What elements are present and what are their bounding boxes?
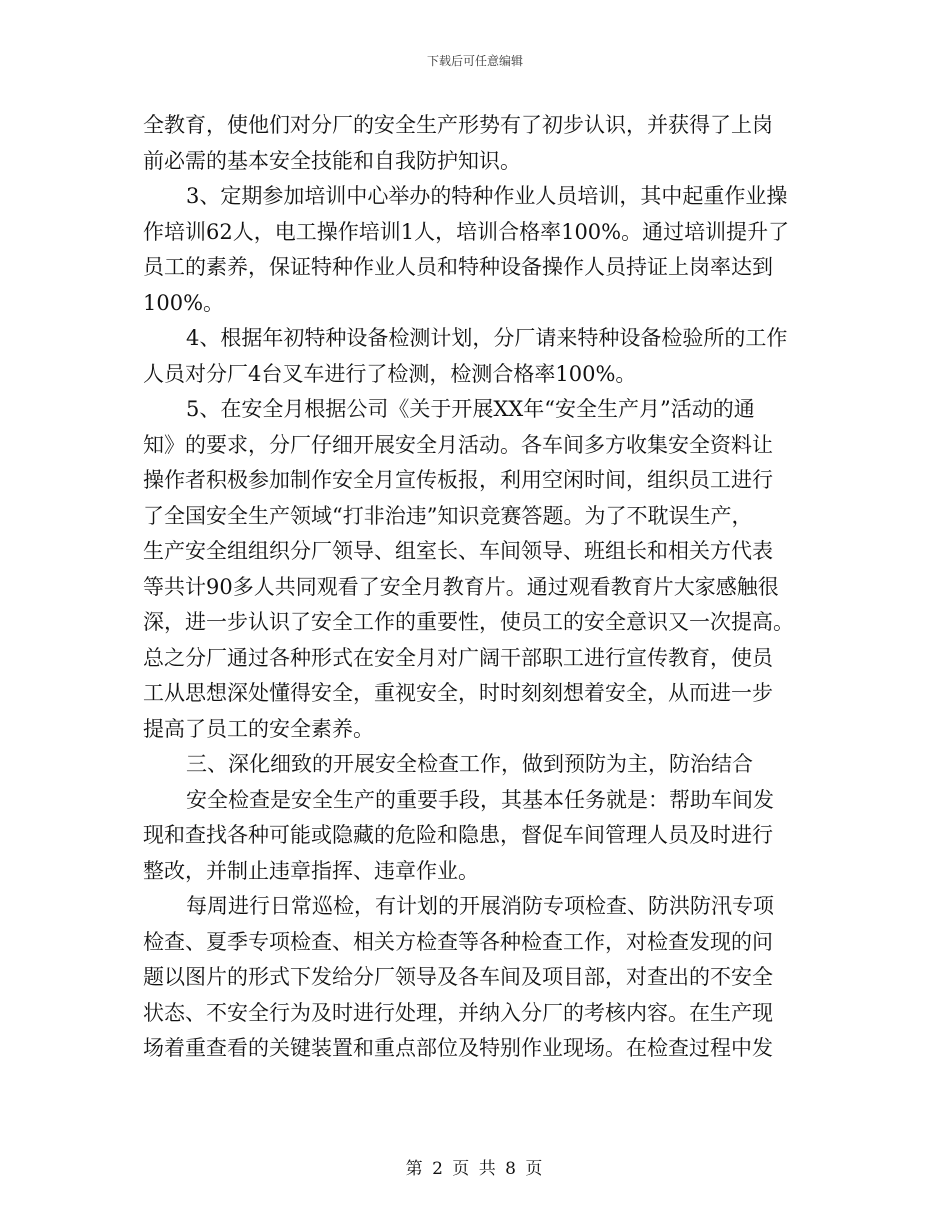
text-line: 5、在安全月根据公司《关于开展XX年“安全生产月”活动的通 xyxy=(186,397,755,421)
text-line: 深，进一步认识了安全工作的重要性，使员工的安全意识又一次提高。 xyxy=(143,610,794,634)
text-line: 4、根据年初特种设备检测计划，分厂请来特种设备检验所的工作 xyxy=(186,326,788,350)
text-line: 等共计90多人共同观看了安全月教育片。通过观看教育片大家感触很 xyxy=(143,574,779,599)
text-line: 工从思想深处懂得安全，重视安全，时时刻刻想着安全，从而进一步 xyxy=(143,681,773,705)
page-number: 第 2 页 共 8 页 xyxy=(405,1159,545,1179)
text-line: 3、定期参加培训中心举办的特种作业人员培训，其中起重作业操 xyxy=(186,184,788,208)
text-line: 整改，并制止违章指挥、违章作业。 xyxy=(143,858,479,883)
text-line: 每周进行日常巡检，有计划的开展消防专项检查、防洪防汛专项 xyxy=(186,894,774,918)
text-line: 生产安全组组织分厂领导、组室长、车间领导、班组长和相关方代表 xyxy=(143,539,773,563)
text-line: 安全检查是安全生产的重要手段，其基本任务就是：帮助车间发 xyxy=(186,787,774,812)
page-header: 下载后可任意编辑 xyxy=(426,54,523,68)
text-line: 全教育，使他们对分厂的安全生产形势有了初步认识，并获得了上岗 xyxy=(143,113,773,137)
text-line: 现和查找各种可能或隐藏的危险和隐患，督促车间管理人员及时进行 xyxy=(143,823,773,847)
text-line: 三、深化细致的开展安全检查工作，做到预防为主，防治结合 xyxy=(186,752,753,776)
text-line: 人员对分厂4台叉车进行了检测，检测合格率100%。 xyxy=(143,361,637,386)
text-line: 操作者积极参加制作安全月宣传板报，利用空闲时间，组织员工进行 xyxy=(143,468,773,492)
text-line: 前必需的基本安全技能和自我防护知识。 xyxy=(143,148,521,173)
text-line: 场着重查看的关键装置和重点部位及特别作业现场。在检查过程中发 xyxy=(143,1036,773,1060)
text-line: 作培训62人，电工操作培训1人，培训合格率100%。通过培训提升了 xyxy=(143,219,790,244)
text-line: 知》的要求，分厂仔细开展安全月活动。各车间多方收集安全资料让 xyxy=(143,432,773,457)
text-line: 题以图片的形式下发给分厂领导及各车间及项目部，对查出的不安全 xyxy=(143,965,773,989)
document-body xyxy=(143,108,807,1067)
text-line: 员工的素养，保证特种作业人员和特种设备操作人员持证上岗率达到 xyxy=(143,255,773,279)
text-line: 状态、不安全行为及时进行处理，并纳入分厂的考核内容。在生产现 xyxy=(143,1000,773,1025)
text-line: 了全国安全生产领域“打非治违”知识竞赛答题。为了不耽误生产， xyxy=(143,503,753,528)
text-line: 总之分厂通过各种形式在安全月对广阔干部职工进行宣传教育，使员 xyxy=(143,645,773,670)
text-line: 检查、夏季专项检查、相关方检查等各种检查工作，对检查发现的问 xyxy=(143,929,773,954)
text-line: 100%。 xyxy=(143,290,225,315)
text-line: 提高了员工的安全素养。 xyxy=(143,716,374,741)
